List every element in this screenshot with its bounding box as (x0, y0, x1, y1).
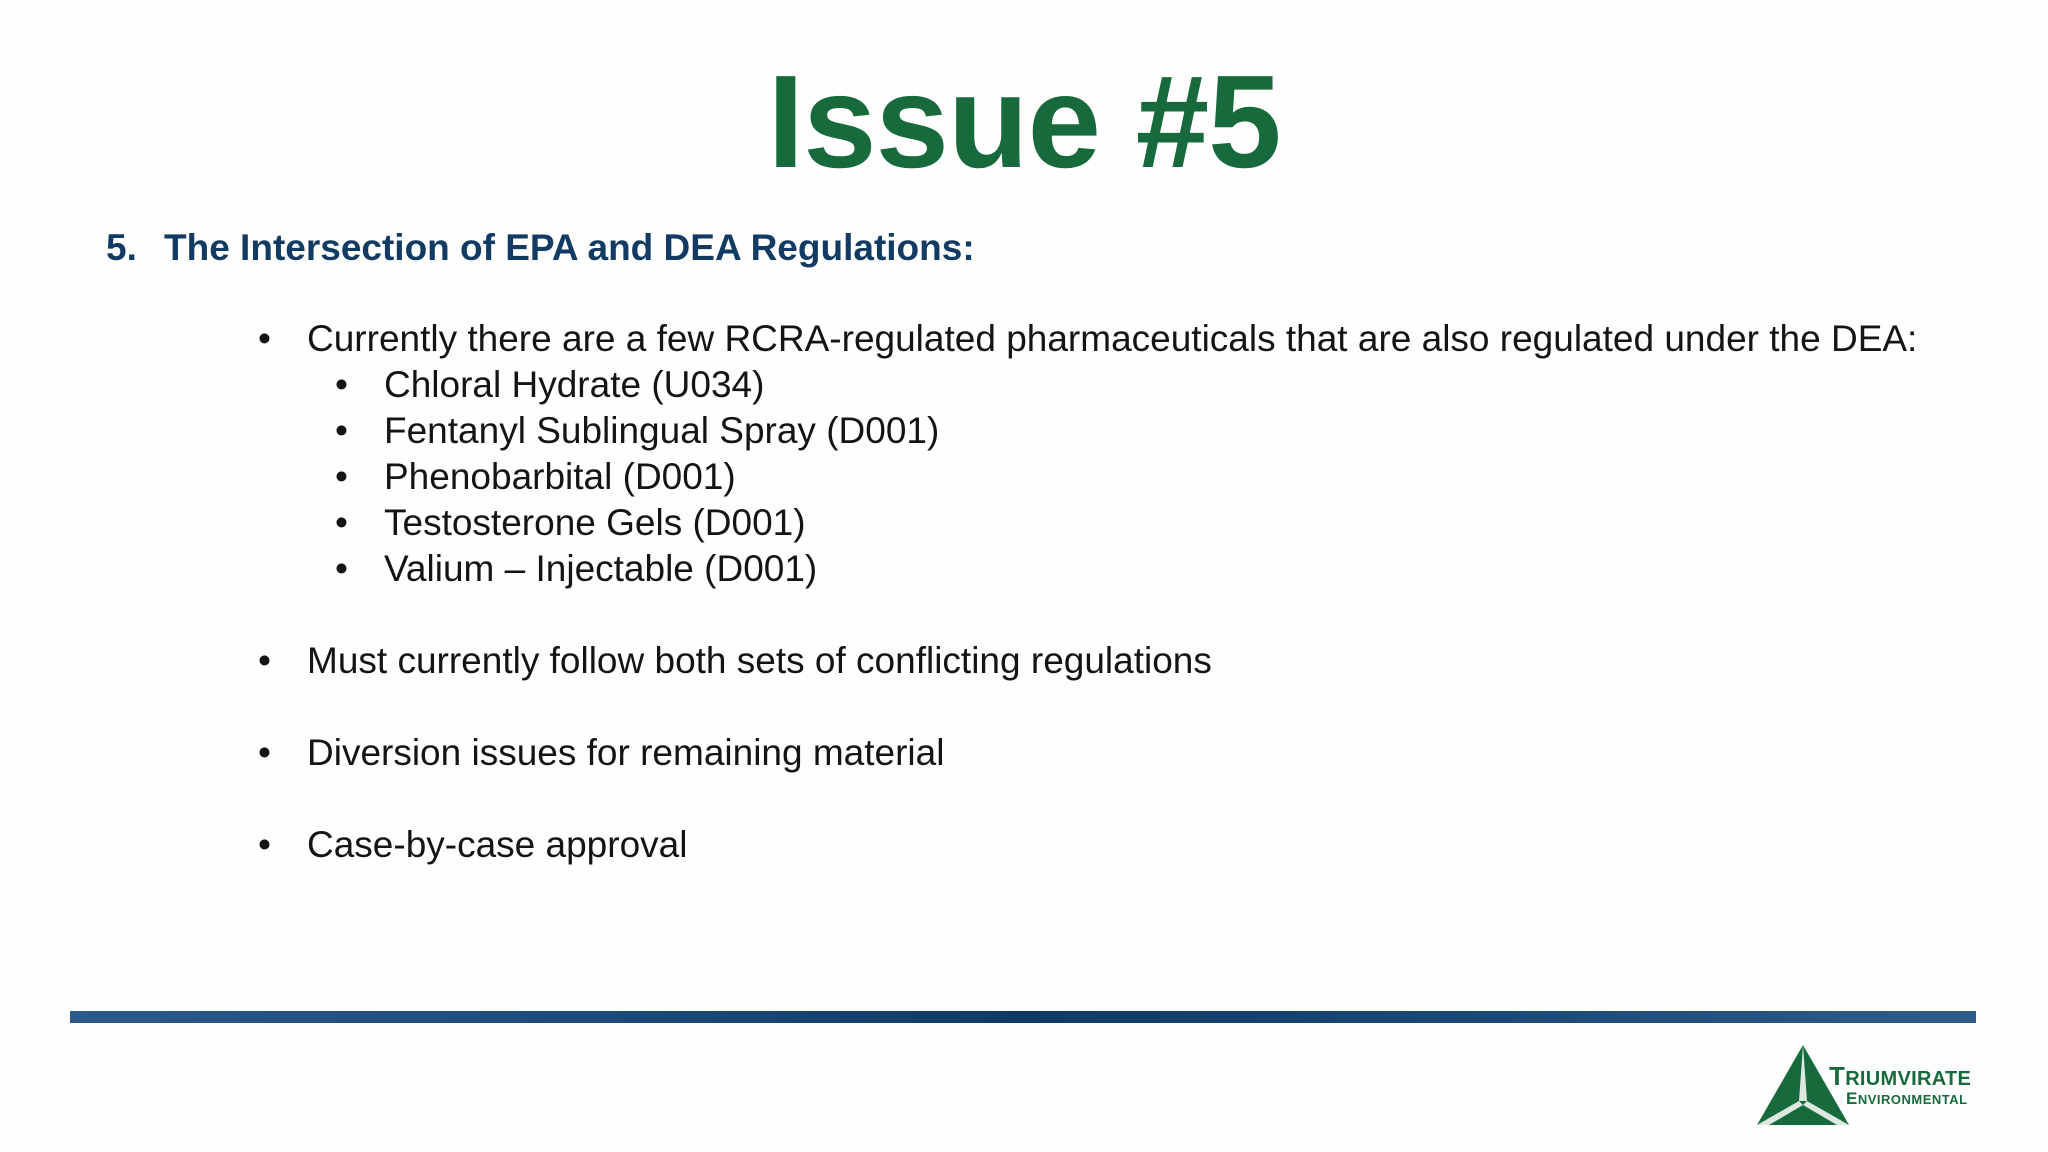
bullet-dot: • (335, 548, 348, 589)
logo-subtitle-cap: E (1846, 1089, 1858, 1108)
spacer (258, 592, 1958, 638)
bullet-list (258, 316, 1958, 868)
bullet-item (258, 316, 1958, 362)
company-logo (1755, 1043, 1985, 1129)
bullet-text: Must currently follow both sets of conflicting regulations (307, 640, 1212, 681)
logo-subtitle-rest: NVIRONMENTAL (1857, 1092, 1968, 1107)
bullet-item (258, 730, 1958, 776)
logo-wordmark-cap: T (1829, 1061, 1846, 1091)
sub-bullet-text: Phenobarbital (D001) (384, 456, 736, 497)
sub-bullet-list (258, 362, 1958, 592)
bullet-text: Diversion issues for remaining material (307, 732, 945, 773)
bullet-dot: • (258, 318, 271, 359)
logo-subtitle (1846, 1089, 1968, 1109)
bullet-dot: • (335, 410, 348, 451)
logo-wordmark (1829, 1061, 1971, 1092)
sub-bullet-item (258, 454, 1958, 500)
sub-bullet-item (258, 408, 1958, 454)
bullet-dot: • (258, 640, 271, 681)
sub-bullet-text: Chloral Hydrate (U034) (384, 364, 765, 405)
sub-bullet-item (258, 362, 1958, 408)
slide-title: Issue #5 (767, 48, 1281, 195)
bullet-dot: • (335, 502, 348, 543)
bullet-text: Case-by-case approval (307, 824, 688, 865)
bullet-text: Currently there are a few RCRA-regulated pharmaceuticals that are also regulated under the DEA: (307, 318, 1918, 359)
sub-bullet-item (258, 500, 1958, 546)
bullet-item (258, 822, 1958, 868)
section-heading (106, 226, 975, 270)
spacer (258, 684, 1958, 730)
sub-bullet-text: Testosterone Gels (D001) (384, 502, 806, 543)
bullet-dot: • (258, 732, 271, 773)
sub-bullet-item (258, 546, 1958, 592)
bullet-dot: • (258, 824, 271, 865)
sub-bullet-text: Fentanyl Sublingual Spray (D001) (384, 410, 940, 451)
spacer (258, 776, 1958, 822)
bullet-dot: • (335, 456, 348, 497)
sub-bullet-text: Valium – Injectable (D001) (384, 548, 818, 589)
section-heading-text: The Intersection of EPA and DEA Regulations: (164, 227, 975, 268)
logo-wordmark-rest: RIUMVIRATE (1845, 1068, 1972, 1090)
footer-divider (70, 1011, 1976, 1023)
section-number: 5. (106, 227, 137, 268)
bullet-dot: • (335, 364, 348, 405)
bullet-item (258, 638, 1958, 684)
